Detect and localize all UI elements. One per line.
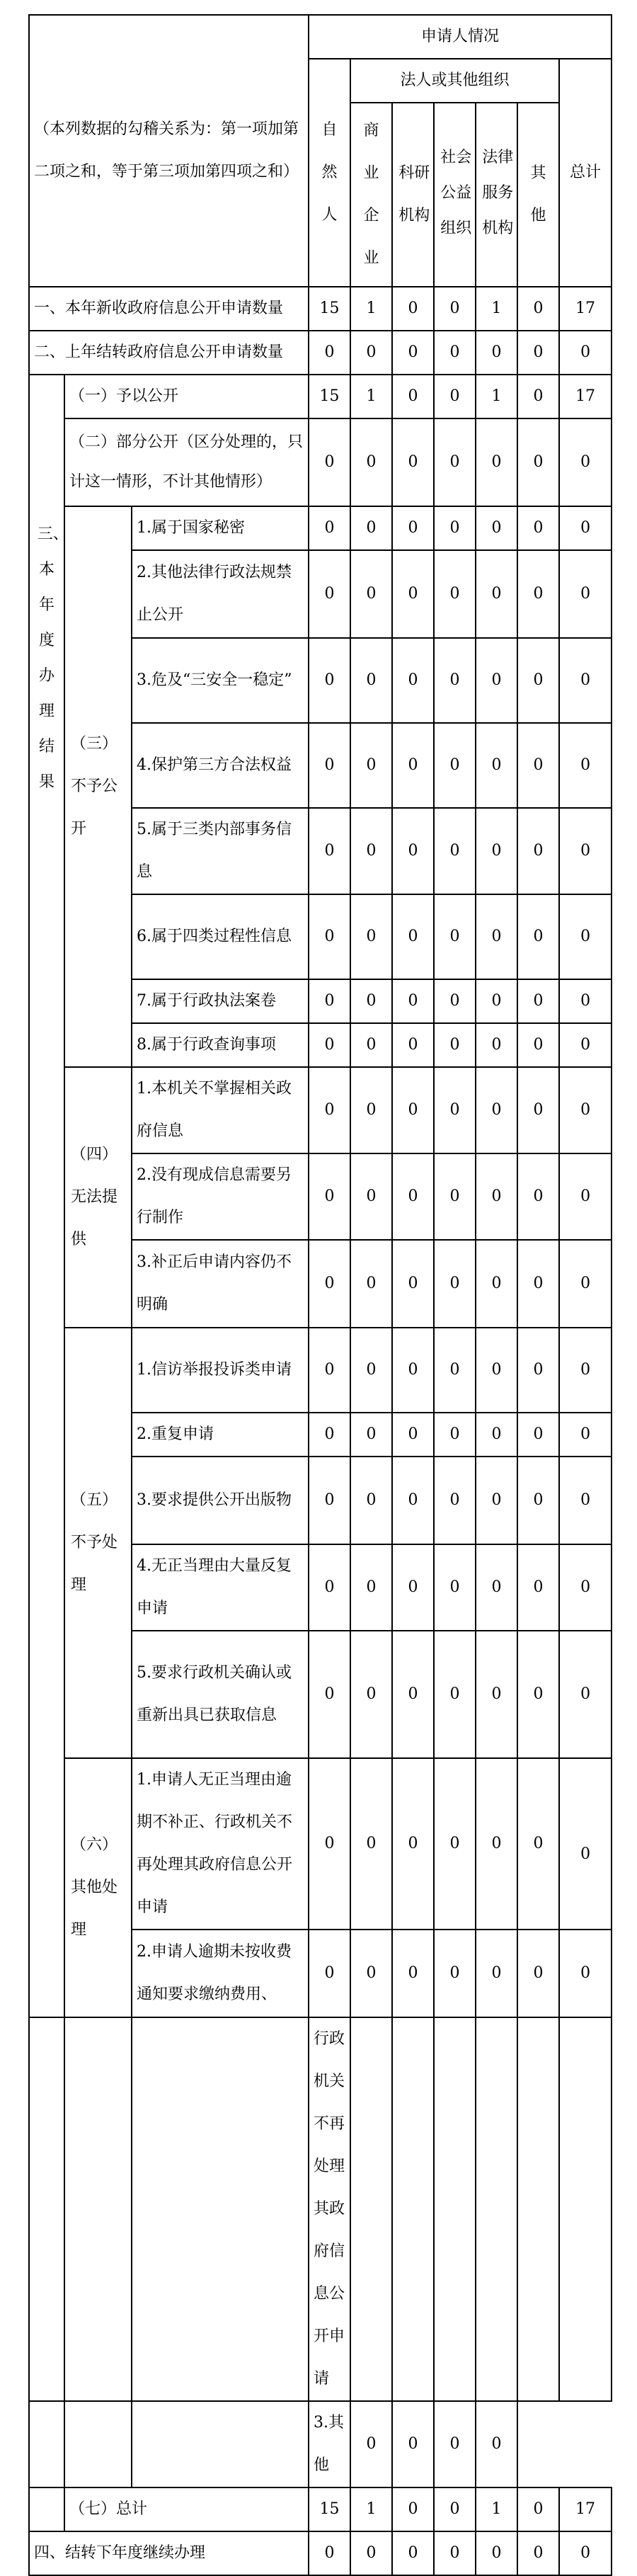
value-cell: 15 [309,375,350,418]
row-label: 6.属于四类过程性信息 [132,894,309,979]
col-public-welfare: 社会公益组织 [434,103,476,287]
value-cell: 0 [350,550,392,638]
value-cell: 0 [392,506,434,550]
value-cell: 0 [392,550,434,638]
gov-info-disclosure-table [28,14,612,2576]
value-cell: 0 [392,418,434,506]
value-cell: 0 [350,1067,392,1153]
value-cell: 0 [309,894,350,979]
value-cell: 0 [392,1413,434,1457]
value-cell: 0 [350,506,392,550]
value-cell: 0 [350,2531,392,2575]
value-cell: 0 [350,894,392,979]
value-cell: 0 [517,979,559,1023]
value-cell: 0 [434,1544,476,1631]
value-cell: 0 [559,723,612,808]
value-cell: 0 [476,1153,517,1240]
value-cell: 0 [392,2401,434,2487]
value-cell: 0 [559,331,612,375]
value-cell: 0 [476,979,517,1023]
empty-cell [64,2017,132,2401]
value-cell: 0 [350,1153,392,1240]
row-s6-3 [29,2401,612,2487]
row-label: 8.属于行政查询事项 [132,1023,309,1067]
value-cell: 0 [392,331,434,375]
value-cell: 0 [434,638,476,723]
category-3-label: 三、本年度办理结果 [29,375,64,2017]
value-cell: 0 [350,808,392,894]
value-cell: 0 [559,894,612,979]
row-label: 3.要求提供公开出版物 [132,1457,309,1544]
empty-cell [29,2487,64,2531]
row-carried-last-year [29,331,612,375]
value-cell: 0 [476,894,517,979]
value-cell: 0 [559,506,612,550]
value-cell: 0 [517,1758,559,1930]
value-cell: 0 [309,1413,350,1457]
value-cell: 0 [350,1328,392,1413]
value-cell: 0 [559,1930,612,2017]
value-cell: 0 [434,506,476,550]
value-cell: 0 [559,1631,612,1758]
value-cell: 0 [476,1328,517,1413]
value-cell: 0 [476,418,517,506]
row-label: 3.危及“三安全一稳定” [132,638,309,723]
value-cell: 0 [392,1930,434,2017]
row-label: 3.补正后申请内容仍不明确 [132,1240,309,1328]
row-label: 1.属于国家秘密 [132,506,309,550]
value-cell: 0 [350,979,392,1023]
row-label: 2.其他法律行政法规禁止公开 [132,550,309,638]
value-cell: 0 [392,1758,434,1930]
value-cell: 0 [559,1240,612,1328]
value-cell: 0 [517,418,559,506]
value-cell: 0 [559,1758,612,1930]
legal-or-other-header: 法人或其他组织 [350,59,559,103]
value-cell: 1 [350,287,392,331]
value-cell: 0 [350,1631,392,1758]
row-publish [29,375,612,418]
value-cell: 0 [309,1631,350,1758]
row-label: （一）予以公开 [64,375,309,418]
value-cell: 0 [309,1240,350,1328]
value-cell: 15 [309,287,350,331]
value-cell: 0 [434,1758,476,1930]
value-cell: 0 [476,723,517,808]
value-cell: 0 [559,418,612,506]
empty-cell [29,2017,64,2401]
row-s6-2-continued [29,2017,612,2401]
value-cell: 0 [434,1631,476,1758]
value-cell: 15 [309,2487,350,2531]
col-research: 科研机构 [392,103,434,287]
value-cell: 0 [434,1240,476,1328]
value-cell: 0 [392,808,434,894]
value-cell: 0 [392,375,434,418]
value-cell: 0 [309,1758,350,1930]
value-cell: 0 [517,550,559,638]
value-cell: 0 [434,375,476,418]
value-cell: 0 [434,287,476,331]
col-natural-person: 自然人 [309,59,350,287]
value-cell: 0 [434,418,476,506]
col-legal-service: 法律服务机构 [476,103,517,287]
value-cell: 0 [517,1023,559,1067]
value-cell: 0 [309,1544,350,1631]
value-cell: 0 [517,1153,559,1240]
value-cell: 0 [434,331,476,375]
value-cell: 0 [476,1413,517,1457]
empty-cell [29,2401,64,2487]
value-cell: 0 [392,638,434,723]
value-cell: 0 [309,506,350,550]
value-cell: 0 [350,1544,392,1631]
value-cell: 0 [309,1067,350,1153]
row-label: 2.重复申请 [132,1413,309,1457]
value-cell: 0 [309,979,350,1023]
empty-cell [350,2017,392,2401]
value-cell: 0 [350,638,392,723]
row-label: 5.属于三类内部事务信息 [132,808,309,894]
value-cell: 0 [559,2531,612,2575]
value-cell: 0 [350,331,392,375]
value-cell: 0 [434,723,476,808]
row-label: 1.信访举报投诉类申请 [132,1328,309,1413]
value-cell: 0 [392,287,434,331]
value-cell: 0 [309,808,350,894]
value-cell: 0 [559,1153,612,1240]
value-cell: 0 [309,331,350,375]
row-total [29,2487,612,2531]
value-cell: 0 [350,1758,392,1930]
header-note: （本列数据的勾稽关系为：第一项加第二项之和，等于第三项加第四项之和） [29,15,309,287]
value-cell: 1 [350,375,392,418]
row-label: 4.保护第三方合法权益 [132,723,309,808]
value-cell: 0 [559,1413,612,1457]
empty-cell [132,2401,309,2487]
value-cell: 17 [559,2487,612,2531]
value-cell: 0 [309,1457,350,1544]
value-cell: 0 [476,1758,517,1930]
value-cell: 0 [434,808,476,894]
value-cell: 0 [517,287,559,331]
value-cell: 0 [350,418,392,506]
value-cell: 0 [476,550,517,638]
value-cell: 0 [350,1413,392,1457]
value-cell: 0 [434,1067,476,1153]
value-cell: 0 [517,375,559,418]
value-cell: 0 [559,638,612,723]
value-cell: 0 [434,2531,476,2575]
value-cell: 1 [476,2487,517,2531]
value-cell: 0 [309,550,350,638]
value-cell: 0 [517,331,559,375]
value-cell: 0 [559,1544,612,1631]
value-cell: 0 [434,979,476,1023]
row-label: 7.属于行政执法案卷 [132,979,309,1023]
sub-category-label: （五）不予处理 [64,1328,132,1758]
row-label: 1.本机关不掌握相关政府信息 [132,1067,309,1153]
sub-category-label: （四）无法提供 [64,1067,132,1328]
row-label: 1.申请人无正当理由逾期不补正、行政机关不再处理其政府信息公开申请 [132,1758,309,1930]
empty-cell [476,2017,517,2401]
value-cell: 0 [476,808,517,894]
value-cell: 0 [309,1023,350,1067]
row-label: 一、本年新收政府信息公开申请数量 [29,287,309,331]
row-partial [29,418,612,506]
value-cell: 0 [559,1023,612,1067]
value-cell: 0 [309,723,350,808]
value-cell: 17 [559,287,612,331]
value-cell: 0 [350,1240,392,1328]
value-cell: 0 [392,1631,434,1758]
empty-cell [559,2017,612,2401]
value-cell: 0 [517,723,559,808]
value-cell: 0 [517,1457,559,1544]
value-cell: 0 [309,638,350,723]
row-label: （七）总计 [64,2487,309,2531]
value-cell: 0 [392,1544,434,1631]
row-label: 行政机关不再处理其政府信息公开申请 [309,2017,350,2401]
value-cell: 0 [350,1023,392,1067]
value-cell: 0 [392,1240,434,1328]
value-cell: 0 [350,723,392,808]
empty-cell [392,2017,434,2401]
row-s4-1 [29,1067,612,1153]
row-label: 5.要求行政机关确认或重新出具已获取信息 [132,1631,309,1758]
row-label: 4.无正当理由大量反复申请 [132,1544,309,1631]
value-cell: 0 [350,1457,392,1544]
row-s6-1 [29,1758,612,1930]
value-cell: 0 [434,550,476,638]
value-cell: 0 [476,638,517,723]
row-label: 二、上年结转政府信息公开申请数量 [29,331,309,375]
value-cell: 0 [434,1457,476,1544]
value-cell: 0 [517,1328,559,1413]
row-label: 3.其他 [309,2401,350,2487]
value-cell: 0 [434,894,476,979]
value-cell: 0 [392,723,434,808]
value-cell: 0 [559,1328,612,1413]
value-cell: 0 [392,979,434,1023]
value-cell: 0 [309,2531,350,2575]
value-cell: 0 [559,808,612,894]
value-cell: 0 [476,2401,517,2487]
row-new-this-year [29,287,612,331]
value-cell: 1 [350,2487,392,2531]
value-cell: 0 [476,2531,517,2575]
value-cell: 0 [476,331,517,375]
value-cell: 0 [434,1930,476,2017]
value-cell: 0 [309,1930,350,2017]
value-cell: 0 [559,1067,612,1153]
value-cell: 0 [434,1023,476,1067]
sub-category-label: （六）其他处理 [64,1758,132,2017]
empty-cell [64,2401,132,2487]
value-cell: 0 [517,808,559,894]
value-cell: 0 [434,1153,476,1240]
empty-cell [517,2017,559,2401]
value-cell: 0 [517,1631,559,1758]
value-cell: 0 [476,1240,517,1328]
value-cell: 0 [517,506,559,550]
row-carry-next [29,2531,612,2575]
value-cell: 0 [517,1067,559,1153]
value-cell: 0 [434,2401,476,2487]
value-cell: 0 [476,1023,517,1067]
value-cell: 0 [476,506,517,550]
value-cell: 17 [559,375,612,418]
value-cell: 0 [517,1413,559,1457]
value-cell: 0 [517,1240,559,1328]
value-cell: 0 [476,1457,517,1544]
sub-category-label: （三）不予公开 [64,506,132,1067]
value-cell: 0 [559,550,612,638]
value-cell: 0 [392,2531,434,2575]
value-cell: 0 [392,894,434,979]
value-cell: 0 [392,2487,434,2531]
value-cell: 0 [476,1067,517,1153]
value-cell: 0 [434,1328,476,1413]
row-label: 2.申请人逾期未按收费通知要求缴纳费用、 [132,1930,309,2017]
value-cell: 1 [476,287,517,331]
row-s3-1 [29,506,612,550]
value-cell: 0 [517,1930,559,2017]
value-cell: 0 [434,2487,476,2531]
row-label: 四、结转下年度继续办理 [29,2531,309,2575]
empty-cell [132,2017,309,2401]
value-cell: 0 [476,1631,517,1758]
value-cell: 0 [392,1067,434,1153]
value-cell: 0 [517,2487,559,2531]
col-other: 其他 [517,103,559,287]
col-commercial: 商业企业 [350,103,392,287]
value-cell: 1 [476,375,517,418]
value-cell: 0 [559,979,612,1023]
value-cell: 0 [434,1413,476,1457]
value-cell: 0 [309,418,350,506]
row-label: （二）部分公开（区分处理的，只计这一情形，不计其他情形） [64,418,309,506]
empty-cell [434,2017,476,2401]
value-cell: 0 [392,1328,434,1413]
value-cell: 0 [476,1544,517,1631]
value-cell: 0 [309,1153,350,1240]
value-cell: 0 [517,894,559,979]
value-cell: 0 [517,1544,559,1631]
value-cell: 0 [559,1457,612,1544]
value-cell: 0 [350,2401,392,2487]
row-s5-1 [29,1328,612,1413]
value-cell: 0 [517,638,559,723]
applicant-situation-header: 申请人情况 [309,15,612,59]
value-cell: 0 [392,1023,434,1067]
value-cell: 0 [476,1930,517,2017]
value-cell: 0 [392,1457,434,1544]
row-label: 2.没有现成信息需要另行制作 [132,1153,309,1240]
col-total: 总计 [559,59,612,287]
value-cell: 0 [392,1153,434,1240]
value-cell: 0 [517,2531,559,2575]
value-cell: 0 [309,1328,350,1413]
value-cell: 0 [350,1930,392,2017]
